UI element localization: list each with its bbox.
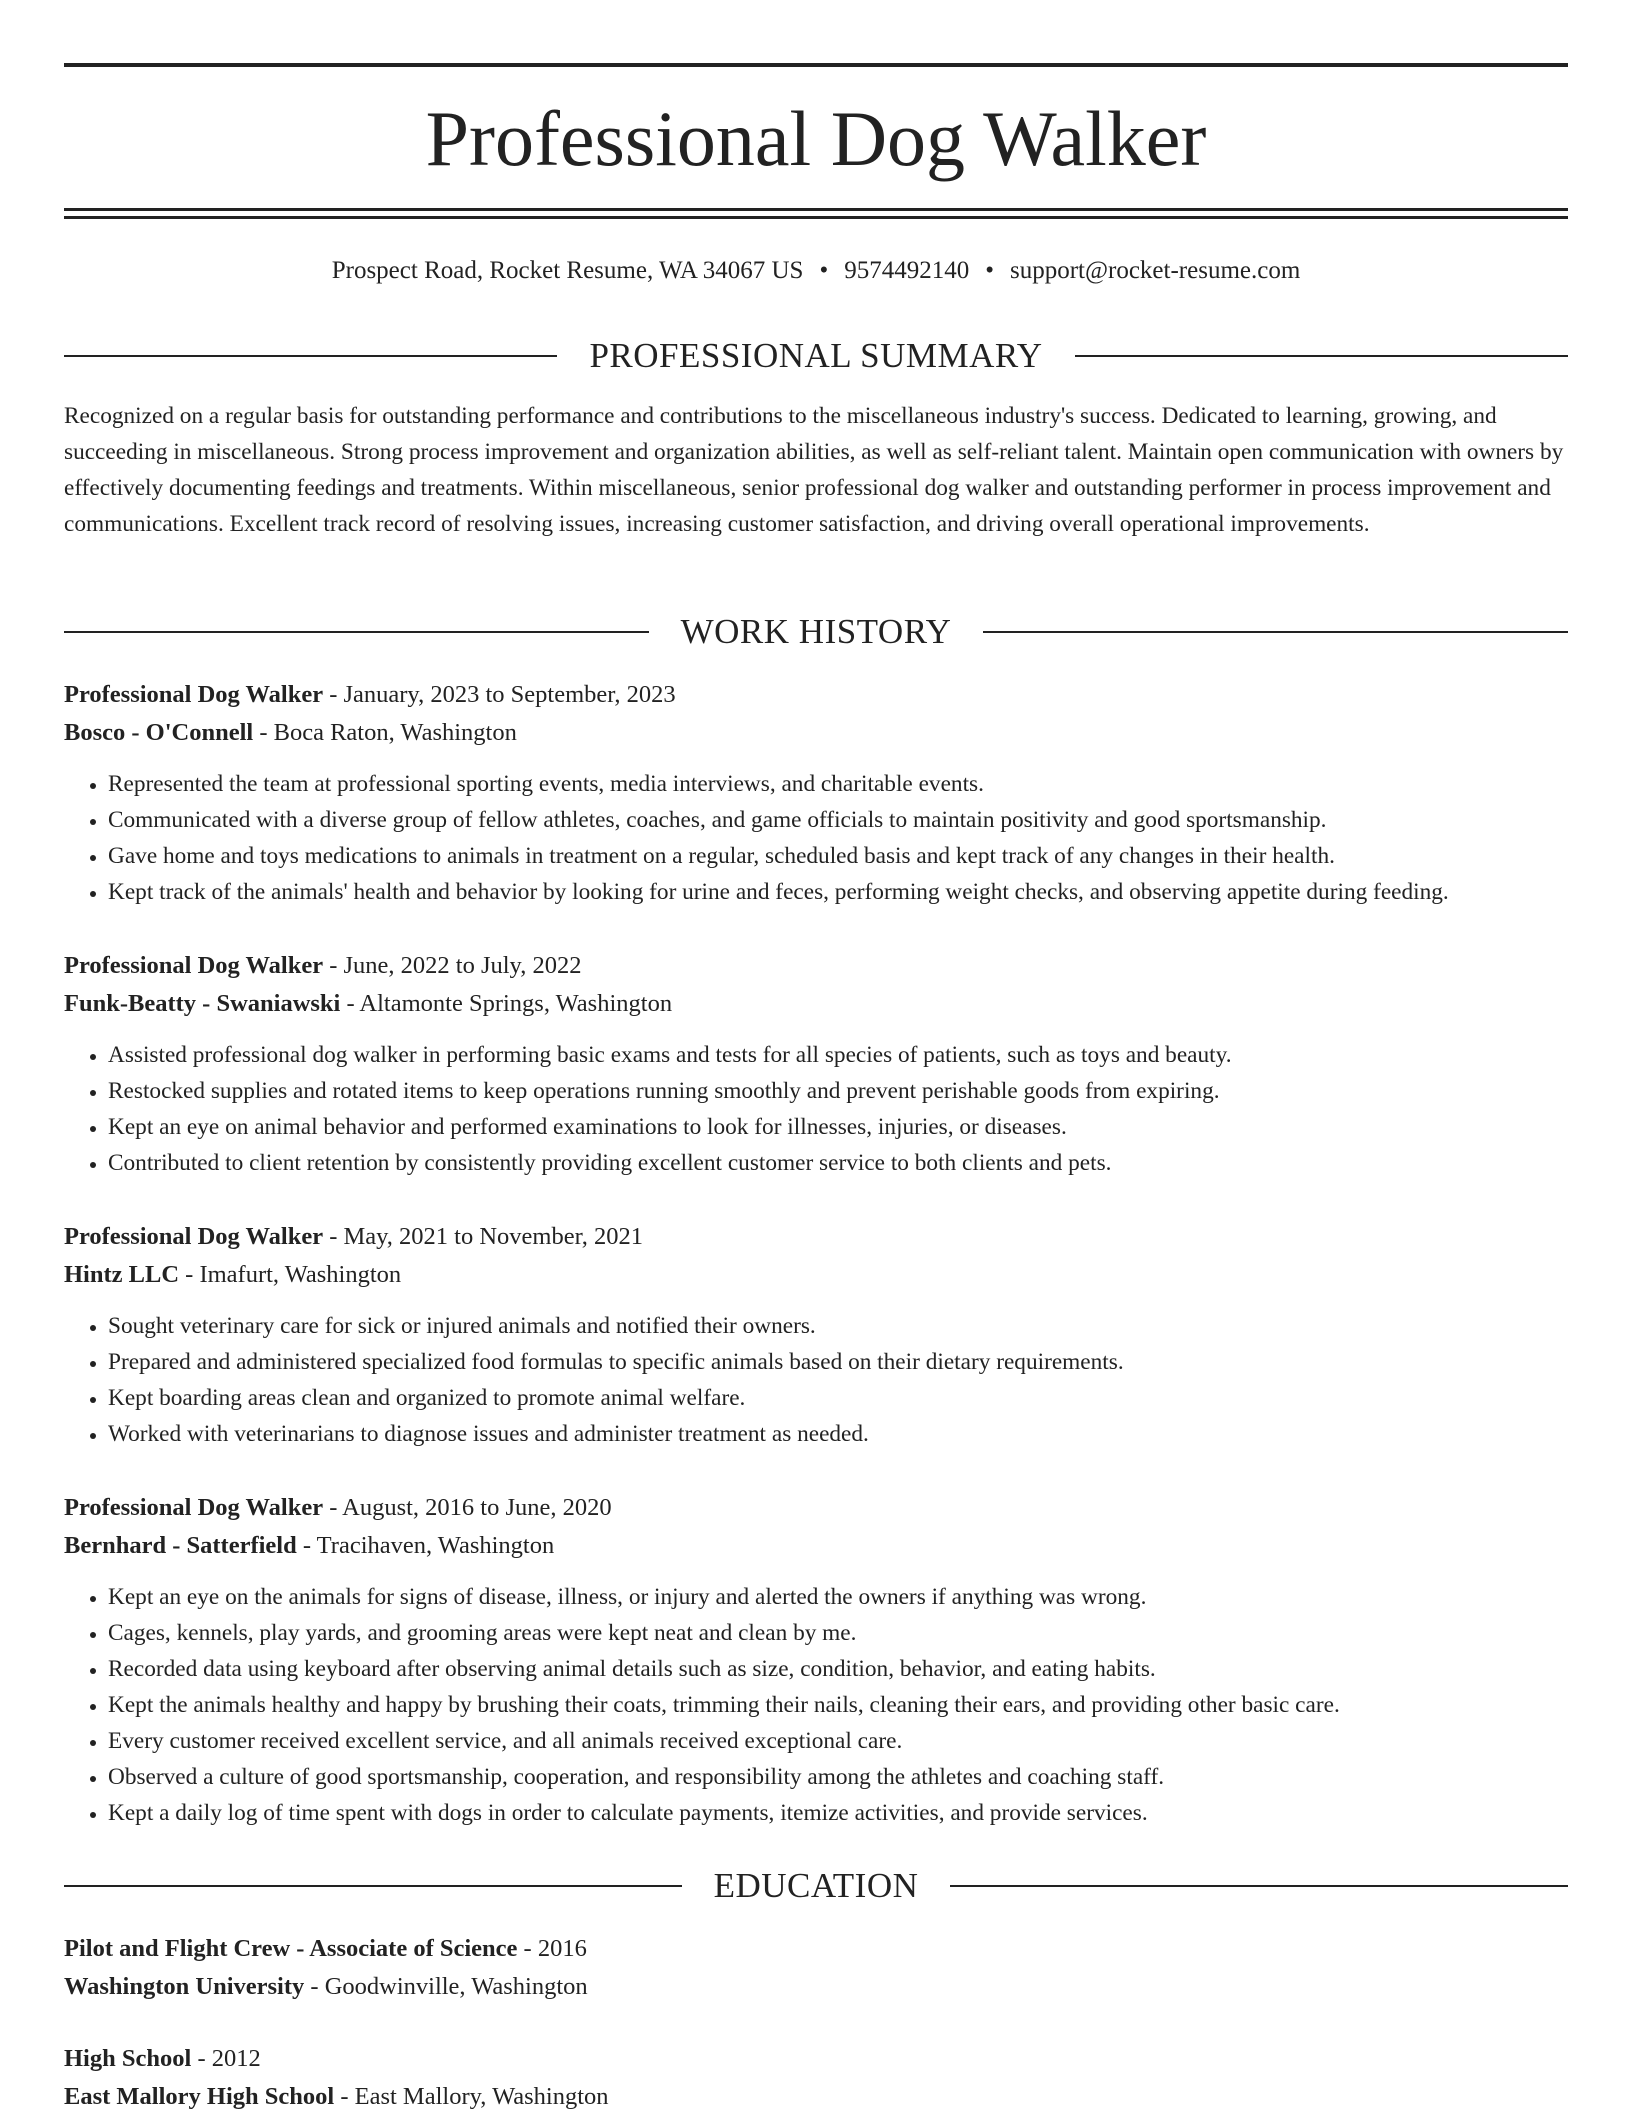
job-location: - Imafurt, Washington xyxy=(179,1261,402,1288)
education-degree: High School xyxy=(64,2045,192,2072)
section-heading-label: WORK HISTORY xyxy=(680,612,952,651)
section-heading-label: EDUCATION xyxy=(713,1866,919,1905)
job-bullet: • Contributed to client retention by consistently providing excellent customer service to both clients and pets. xyxy=(108,1145,1568,1181)
education-school-line xyxy=(64,1968,1568,2006)
education-degree: Pilot and Flight Crew - Associate of Science xyxy=(64,1935,518,1962)
job-bullet: • Restocked supplies and rotated items to keep operations running smoothly and prevent perishable goods from expiring. xyxy=(108,1073,1568,1109)
job-bullets xyxy=(64,1308,1568,1452)
job-title-line xyxy=(64,1489,1568,1527)
job-dates: - January, 2023 to September, 2023 xyxy=(323,681,676,708)
job-dates: - June, 2022 to July, 2022 xyxy=(323,952,582,979)
job-title-line xyxy=(64,676,1568,714)
contact-separator: • xyxy=(985,257,994,284)
job-bullet: • Gave home and toys medications to animals in treatment on a regular, scheduled basis and kept track of any changes in their health. xyxy=(108,838,1568,874)
section-heading-education xyxy=(64,1864,1568,1908)
job-bullet: • Kept track of the animals' health and behavior by looking for urine and feces, performing weight checks, and observing appetite during feeding. xyxy=(108,874,1568,910)
contact-separator: • xyxy=(819,257,829,284)
job-bullet: • Cages, kennels, play yards, and grooming areas were kept neat and clean by me. xyxy=(108,1615,1568,1651)
job-location: - Boca Raton, Washington xyxy=(253,719,517,746)
job-company-line xyxy=(64,714,1568,752)
job-entry xyxy=(64,676,1568,910)
contact-line xyxy=(64,254,1568,288)
education-location: - Goodwinville, Washington xyxy=(304,1973,588,2000)
job-entry xyxy=(64,1489,1568,1831)
job-company-line xyxy=(64,985,1568,1023)
contact-phone: 9574492140 xyxy=(844,257,970,284)
education-school: East Mallory High School xyxy=(64,2083,335,2110)
job-bullet: • Every customer received excellent service, and all animals received exceptional care. xyxy=(108,1723,1568,1759)
job-company: Hintz LLC xyxy=(64,1261,180,1288)
education-location: - East Mallory, Washington xyxy=(334,2083,609,2110)
header-double-rule-lower xyxy=(64,216,1568,219)
education-degree-line xyxy=(64,1930,1568,1968)
page-title: Professional Dog Walker xyxy=(425,95,1207,182)
education-entry xyxy=(64,2040,1568,2116)
section-heading-work-history xyxy=(64,610,1568,654)
job-bullet: • Prepared and administered specialized food formulas to specific animals based on their dietary requirements. xyxy=(108,1344,1568,1380)
job-company: Bosco - O'Connell xyxy=(64,719,254,746)
job-location: - Tracihaven, Washington xyxy=(296,1532,555,1559)
job-bullet: • Observed a culture of good sportsmanship, cooperation, and responsibility among the athletes and coaching staff. xyxy=(108,1759,1568,1795)
education-school: Washington University xyxy=(64,1973,305,2000)
job-bullet: • Kept the animals healthy and happy by brushing their coats, trimming their nails, cleaning their ears, and providing other basic care. xyxy=(108,1687,1568,1723)
job-title-line xyxy=(64,1218,1568,1256)
heading-rule-right xyxy=(983,631,1568,633)
job-company-line xyxy=(64,1256,1568,1294)
header-top-rule xyxy=(64,63,1568,67)
job-dates: - May, 2021 to November, 2021 xyxy=(323,1223,644,1250)
job-bullet: • Kept boarding areas clean and organized to promote animal welfare. xyxy=(108,1380,1568,1416)
heading-rule-left xyxy=(64,1885,682,1887)
education-degree-line xyxy=(64,2040,1568,2078)
job-company-line xyxy=(64,1527,1568,1565)
contact-address: Prospect Road, Rocket Resume, WA 34067 US xyxy=(331,257,804,284)
header-double-rule-upper xyxy=(64,208,1568,211)
job-title: Professional Dog Walker xyxy=(64,681,324,708)
job-bullet: • Assisted professional dog walker in performing basic exams and tests for all species of patients, such as toys and beauty. xyxy=(108,1037,1568,1073)
job-bullets xyxy=(64,1579,1568,1831)
job-bullet: • Recorded data using keyboard after observing animal details such as size, condition, behavior, and eating habits. xyxy=(108,1651,1568,1687)
job-bullet: • Kept a daily log of time spent with dogs in order to calculate payments, itemize activities, and provide services. xyxy=(108,1795,1568,1831)
job-entry xyxy=(64,1218,1568,1452)
job-dates: - August, 2016 to June, 2020 xyxy=(323,1494,612,1521)
education-entry xyxy=(64,1930,1568,2006)
heading-rule-right xyxy=(1075,355,1568,357)
job-title-line xyxy=(64,947,1568,985)
job-entry xyxy=(64,947,1568,1181)
job-bullet: • Represented the team at professional sporting events, media interviews, and charitable events. xyxy=(108,766,1568,802)
job-bullet: • Sought veterinary care for sick or injured animals and notified their owners. xyxy=(108,1308,1568,1344)
job-title: Professional Dog Walker xyxy=(64,1223,324,1250)
job-bullet: • Worked with veterinarians to diagnose issues and administer treatment as needed. xyxy=(108,1416,1568,1452)
heading-rule-right xyxy=(950,1885,1568,1887)
job-bullets xyxy=(64,1037,1568,1181)
education-year: - 2016 xyxy=(517,1935,587,1962)
contact-email: support@rocket-resume.com xyxy=(1009,257,1301,284)
heading-rule-left xyxy=(64,631,649,633)
job-title: Professional Dog Walker xyxy=(64,952,324,979)
heading-rule-left xyxy=(64,355,557,357)
education-school-line xyxy=(64,2078,1568,2116)
job-bullet: • Kept an eye on the animals for signs of disease, illness, or injury and alerted the owners if anything was wrong. xyxy=(108,1579,1568,1615)
summary-paragraph: Recognized on a regular basis for outstanding performance and contributions to the miscellaneous industry's success. Dedicated to learning, growing, and succeeding in miscellaneous. Strong process improvement and organization abilities, as well as self-reliant talent. Maintain open communication with owners by effectively documenting feedings and treatments. Within miscellaneous, senior professional dog walker and outstanding performer in process improvement and communications. Excellent track record of resolving issues, increasing customer satisfaction, and driving overall operational improvements. xyxy=(64,403,1564,537)
job-location: - Altamonte Springs, Washington xyxy=(340,990,673,1017)
section-heading-summary xyxy=(64,334,1568,378)
job-bullet: • Kept an eye on animal behavior and performed examinations to look for illnesses, injuries, or diseases. xyxy=(108,1109,1568,1145)
job-bullets xyxy=(64,766,1568,910)
education-year: - 2012 xyxy=(191,2045,261,2072)
job-title: Professional Dog Walker xyxy=(64,1494,324,1521)
job-company: Funk-Beatty - Swaniawski xyxy=(64,990,341,1017)
section-heading-label: PROFESSIONAL SUMMARY xyxy=(589,336,1043,375)
job-bullet: • Communicated with a diverse group of fellow athletes, coaches, and game officials to maintain positivity and good sportsmanship. xyxy=(108,802,1568,838)
job-company: Bernhard - Satterfield xyxy=(64,1532,297,1559)
